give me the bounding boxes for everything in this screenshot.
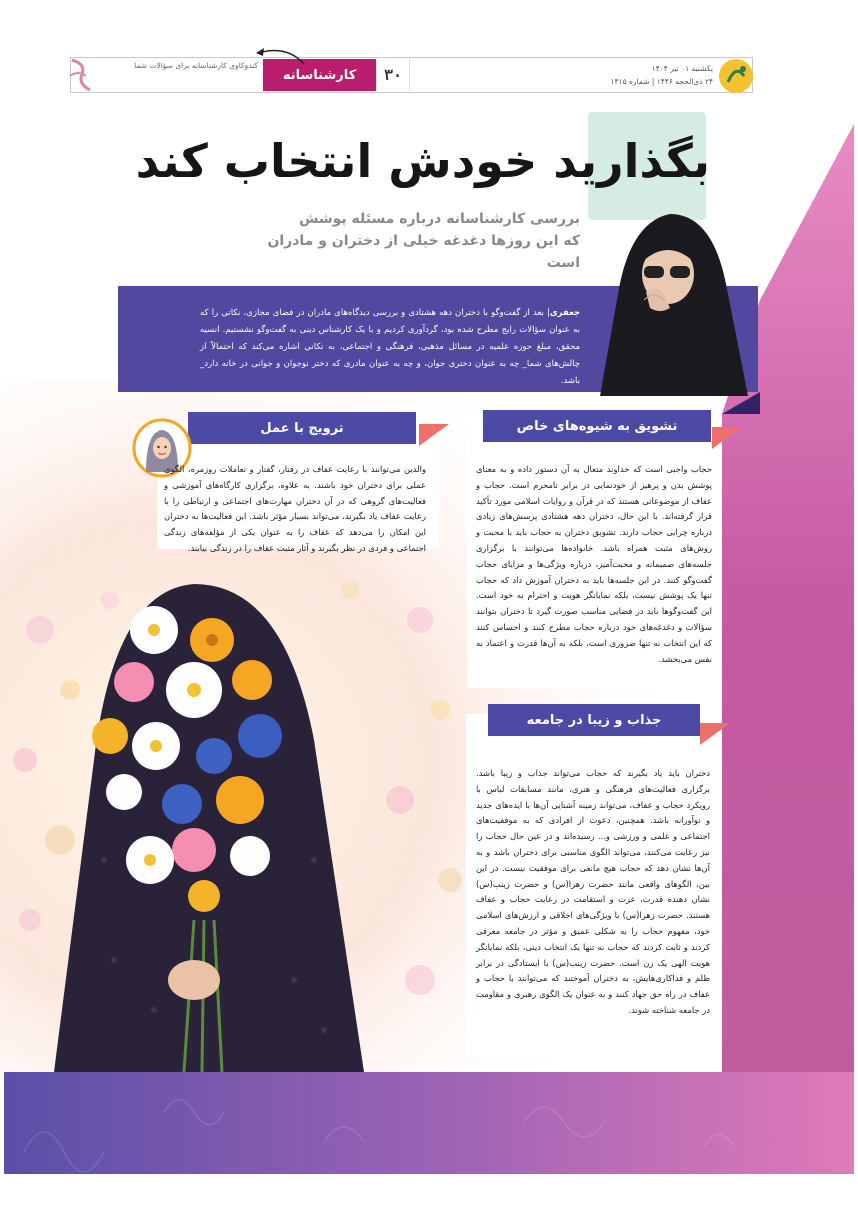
issue-date-line2: ۲۴ ذی‌الحجه ۱۴۴۶ | شماره ۱۴۱۵ (610, 77, 713, 86)
curved-arrow-icon (248, 44, 308, 66)
magazine-logo (716, 56, 756, 96)
lead-author: جعفری (549, 308, 580, 318)
practice-body: والدین می‌توانند با رعایت عفاف در رفتار، گفتار و تعاملات روزمره، الگوی عملی برای دختران خود باشند. به علاوه، برگزاری کارگاه‌های آموزشی و فعالیت‌های گروهی که در آن دختران مهارت‌های اجتماعی و ارتباطی را با رعایت عفاف یاد بگیرند، می‌تواند بسیار مؤثر باشد. این فعالیت‌ها به دختران این امکان را می‌دهد که عفاف را به عنوان یکی از مؤلفه‌های زندگی اجتماعی و فردی در نظر بگیرند و آثار مثبت عفاف را در زندگی بیابند. (164, 464, 426, 553)
lead-body: | بعد از گفت‌وگو با دختران دهه هشتادی و بررسی دیدگاه‌های مادران در فضای مجازی، نکاتی را که به عنوان سؤالات رایج مطرح شده بود، گردآوری کردیم و با یک کارشناس دینی به گفت‌وگو نشستیم. انسیه محقق، مبلغ حوزه علمیه در مسائل مذهبی، فرهنگی و اجتماعی، به نکاتی اشاره می‌کند که احتمالاً از چالش‌های شما_ چه به عنوان دختری جوان، و چه به عنوان مادری که دختر نوجوان و جوانی در خانه دارد_ باشد. (200, 308, 580, 386)
attractive-body: دختران باید یاد بگیرند که حجاب می‌تواند جذاب و زیبا باشد. برگزاری فعالیت‌های فرهنگی و هنری، مانند مسابقات لباس با رویکرد حجاب و عفاف، می‌تواند زمینه آشنایی آن‌ها با ایده‌های جدید و نوآورانه باشد. همچنین، دعوت از افرادی که به موفقیت‌های اجتماعی و علمی و ورزشی و... رسیده‌اند و در عین حال حجاب را نیز رعایت می‌کنند، می‌تواند الگوی مناسبی برای دختران باشد و به آن‌ها نشان دهد که حجاب هیچ مانعی برای موفقیت نیست. در این بین، الگوهای واقعی مانند حضرت زهرا(س) و حضرت زینب(س) نشان دهنده قدرت، عزت و استقامت در رعایت حجاب و عفاف هستند. حضرت زهرا(س) با ویژگی‌های اخلاقی و ارزش‌های اسلامی خود، مفهوم حجاب را به شکلی عمیق و مؤثر در جامعه معرفی کردند و ثابت کردند که حجاب نه تنها یک انتخاب دینی، بلکه نمایانگر هویت الهی یک زن است. حضرت زینب(س) با ایستادگی در برابر ظلم و فداکاری‌هایش، به دختران آموختند که می‌توانند با حجاب و عفاف در راه حق جهاد کنند و به عنوان یک الگوی رهبری و مقاومت در جامعه شناخته شوند. (476, 768, 710, 1015)
practice-title: ترویج با عمل (188, 412, 416, 444)
article-headline: بگذارید خودش انتخاب کند (135, 134, 710, 188)
title-flag-icon (419, 424, 449, 446)
title-flag-icon (712, 427, 742, 449)
article-subhead (240, 208, 580, 274)
issue-date (412, 60, 717, 90)
title-flag-icon (700, 723, 730, 745)
subhead-line-1: بررسی کارشناسانه درباره مسئله پوشش (299, 211, 580, 227)
subhead-line-2: که این روزها دغدغه خیلی از دختران و مادران است (267, 233, 580, 271)
hijab-bouquet-illustration (34, 560, 454, 1072)
encourage-body: حجاب واجبی است که خداوند متعال به آن دستور داده و به معنای پوشش بدن و پرهیز از خودنمایی در برابر نامحرم است. حجاب و عفاف از موضوعاتی هستند که در قرآن و روایات اسلامی مورد تأکید قرار گرفته‌اند. با این حال، دختران دهه هشتادی پرسش‌های زیادی درباره چرایی حجاب دارند. تشویق دختران به حجاب باید با محبت و روش‌های مثبت همراه باشد. خانواده‌ها می‌توانند با برگزاری جلسه‌های صمیمانه و محبت‌آمیز، درباره ویژگی‌ها و مزایای حجاب گفت‌وگو کنند. در این جلسه‌ها باید به دختران آموزش داد که حجاب تنها یک پوشش نیست، بلکه نمایانگر هویت و احترام به خود است. این گفت‌وگوها باید در فضایی مناسب صورت گیرد تا دختران بتوانند سؤالات و دغدغه‌های خود درباره حجاب مطرح کنند و احساس کنند که این انتخاب نه تنها ضروری است، بلکه به آن‌ها قدرت و اعتماد به نفس می‌بخشد. (476, 464, 712, 664)
issue-date-line1: یکشنبه ۰۱ تیر ۱۴۰۴ (651, 64, 713, 73)
section-emblem (66, 56, 94, 94)
attractive-title: جذاب و زیبا در جامعه (488, 704, 700, 736)
section-tagline: کندوکاوی کارشناسانه برای سؤالات شما (134, 61, 258, 70)
bottom-gradient-band (4, 1072, 854, 1174)
section-tag: کارشناسانه (263, 59, 376, 91)
lead-paragraph (200, 305, 580, 390)
page-number: ۳۰ (376, 59, 410, 91)
encourage-title: تشویق به شیوه‌های خاص (483, 410, 711, 442)
veiled-woman-illustration (560, 204, 760, 396)
